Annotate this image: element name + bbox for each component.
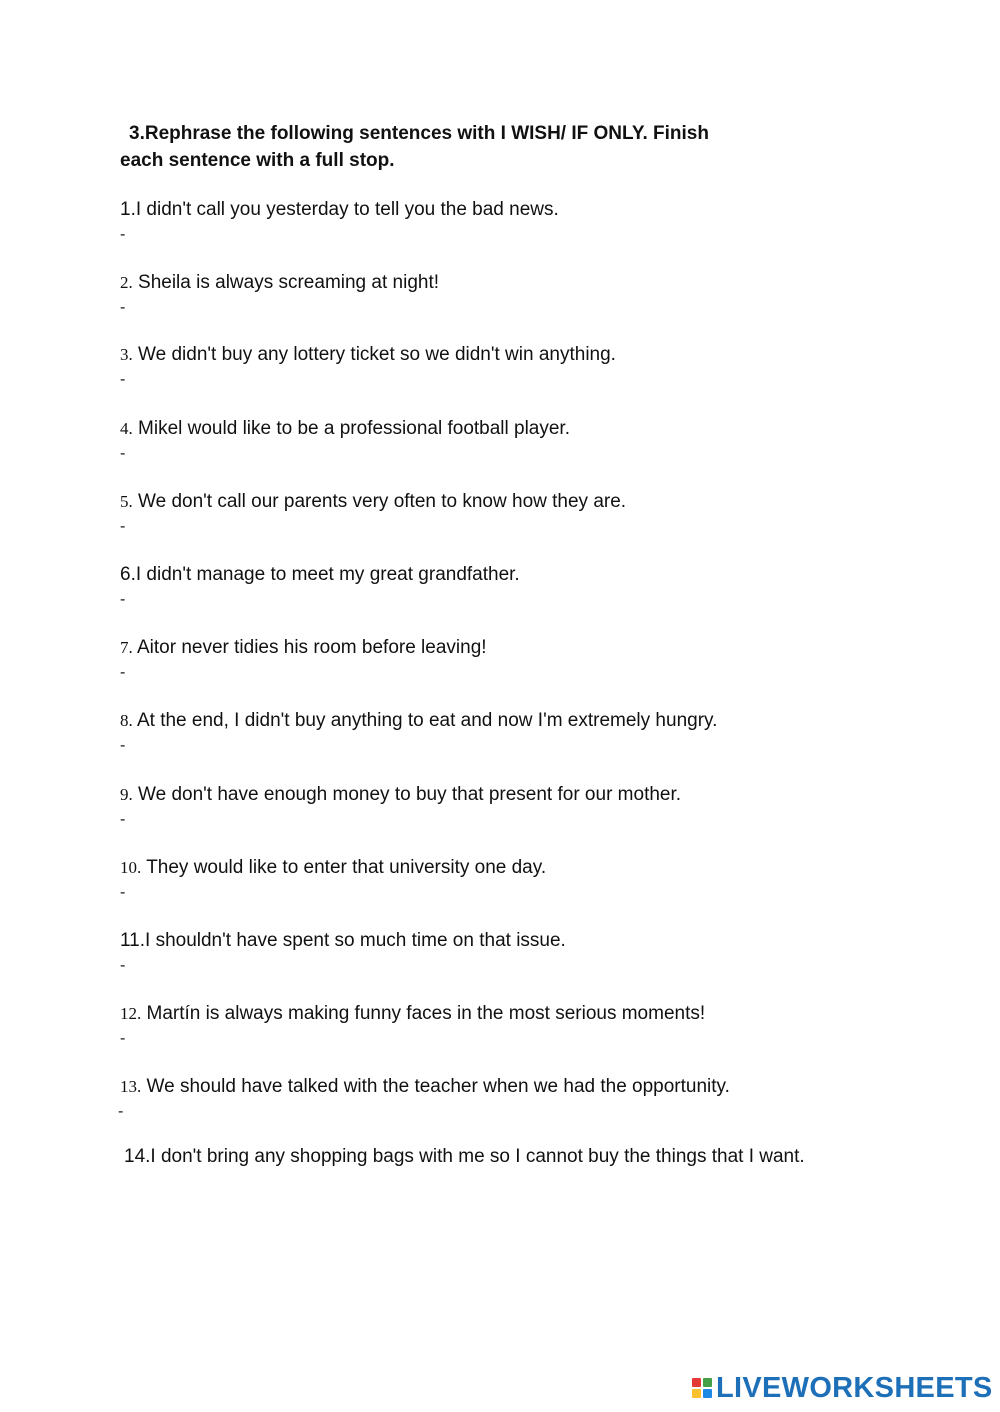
question-item-2 [120, 272, 940, 317]
logo-square-yellow [692, 1389, 701, 1398]
logo-square-green [703, 1378, 712, 1387]
logo-text: LIVEWORKSHEETS [716, 1371, 993, 1404]
question-number: 14. [124, 1146, 151, 1167]
question-number: 4. [120, 419, 133, 438]
answer-line[interactable]: - [120, 518, 126, 535]
answer-line[interactable]: - [120, 737, 126, 754]
question-item-14 [124, 1146, 944, 1168]
answer-line[interactable]: - [120, 299, 126, 316]
question-item-10 [120, 857, 940, 902]
question-text: Sheila is always screaming at night! [138, 272, 440, 293]
question-number: 11. [120, 930, 146, 951]
question-text: I shouldn't have spent so much time on that issue. [145, 930, 566, 951]
question-item-13 [120, 1076, 940, 1121]
question-number: 10. [120, 858, 142, 877]
question-text: Martín is always making funny faces in the most serious moments! [146, 1003, 706, 1024]
question-item-8 [120, 710, 940, 755]
answer-line[interactable]: - [120, 957, 126, 974]
exercise-title [120, 120, 780, 174]
answer-line[interactable]: - [120, 1030, 126, 1047]
answer-line[interactable]: - [120, 591, 126, 608]
question-number: 9. [120, 785, 133, 804]
question-item-4 [120, 418, 940, 463]
question-text: I didn't call you yesterday to tell you the bad news. [135, 199, 559, 220]
question-number: 3. [120, 345, 133, 364]
question-number: 1. [120, 199, 136, 220]
answer-line[interactable]: - [120, 811, 126, 828]
question-text: We don't call our parents very often to know how they are. [138, 491, 627, 512]
question-item-7 [120, 637, 940, 682]
question-item-6 [120, 564, 940, 609]
question-text: Mikel would like to be a professional football player. [138, 418, 570, 439]
question-text: I don't bring any shopping bags with me so I cannot buy the things that I want. [150, 1146, 805, 1167]
answer-line[interactable]: - [120, 664, 126, 681]
question-text: I didn't manage to meet my great grandfather. [135, 564, 520, 585]
answer-line[interactable]: - [118, 1103, 124, 1120]
question-text: We don't have enough money to buy that present for our mother. [138, 784, 682, 805]
question-number: 2. [120, 273, 133, 292]
question-number: 6. [120, 564, 136, 585]
liveworksheets-logo [692, 1372, 993, 1404]
answer-line[interactable]: - [120, 371, 126, 388]
question-number: 12. [120, 1004, 142, 1023]
logo-square-red [692, 1378, 701, 1387]
answer-line[interactable]: - [120, 226, 126, 243]
exercise-title-line-1: 3.Rephrase the following sentences with I WISH/ IF ONLY. Finish [129, 123, 709, 144]
answer-line[interactable]: - [120, 445, 126, 462]
question-text: At the end, I didn't buy anything to eat and now I'm extremely hungry. [136, 710, 718, 731]
question-item-11 [120, 930, 940, 975]
question-number: 7. [120, 638, 133, 657]
logo-square-blue [703, 1389, 712, 1398]
question-number: 13. [120, 1077, 142, 1096]
question-item-9 [120, 784, 940, 829]
question-text: We should have talked with the teacher when we had the opportunity. [146, 1076, 730, 1097]
question-item-1 [120, 199, 940, 244]
question-text: We didn't buy any lottery ticket so we didn't win anything. [138, 344, 616, 365]
question-item-12 [120, 1003, 940, 1048]
question-item-3 [120, 344, 940, 389]
answer-line[interactable]: - [120, 884, 126, 901]
liveworksheets-logo-icon [692, 1378, 712, 1398]
question-item-5 [120, 491, 940, 536]
exercise-title-line-2: each sentence with a full stop. [120, 150, 395, 171]
question-number: 5. [120, 492, 133, 511]
question-text: They would like to enter that university one day. [146, 857, 547, 878]
question-text: Aitor never tidies his room before leaving! [136, 637, 487, 658]
question-number: 8. [120, 711, 133, 730]
